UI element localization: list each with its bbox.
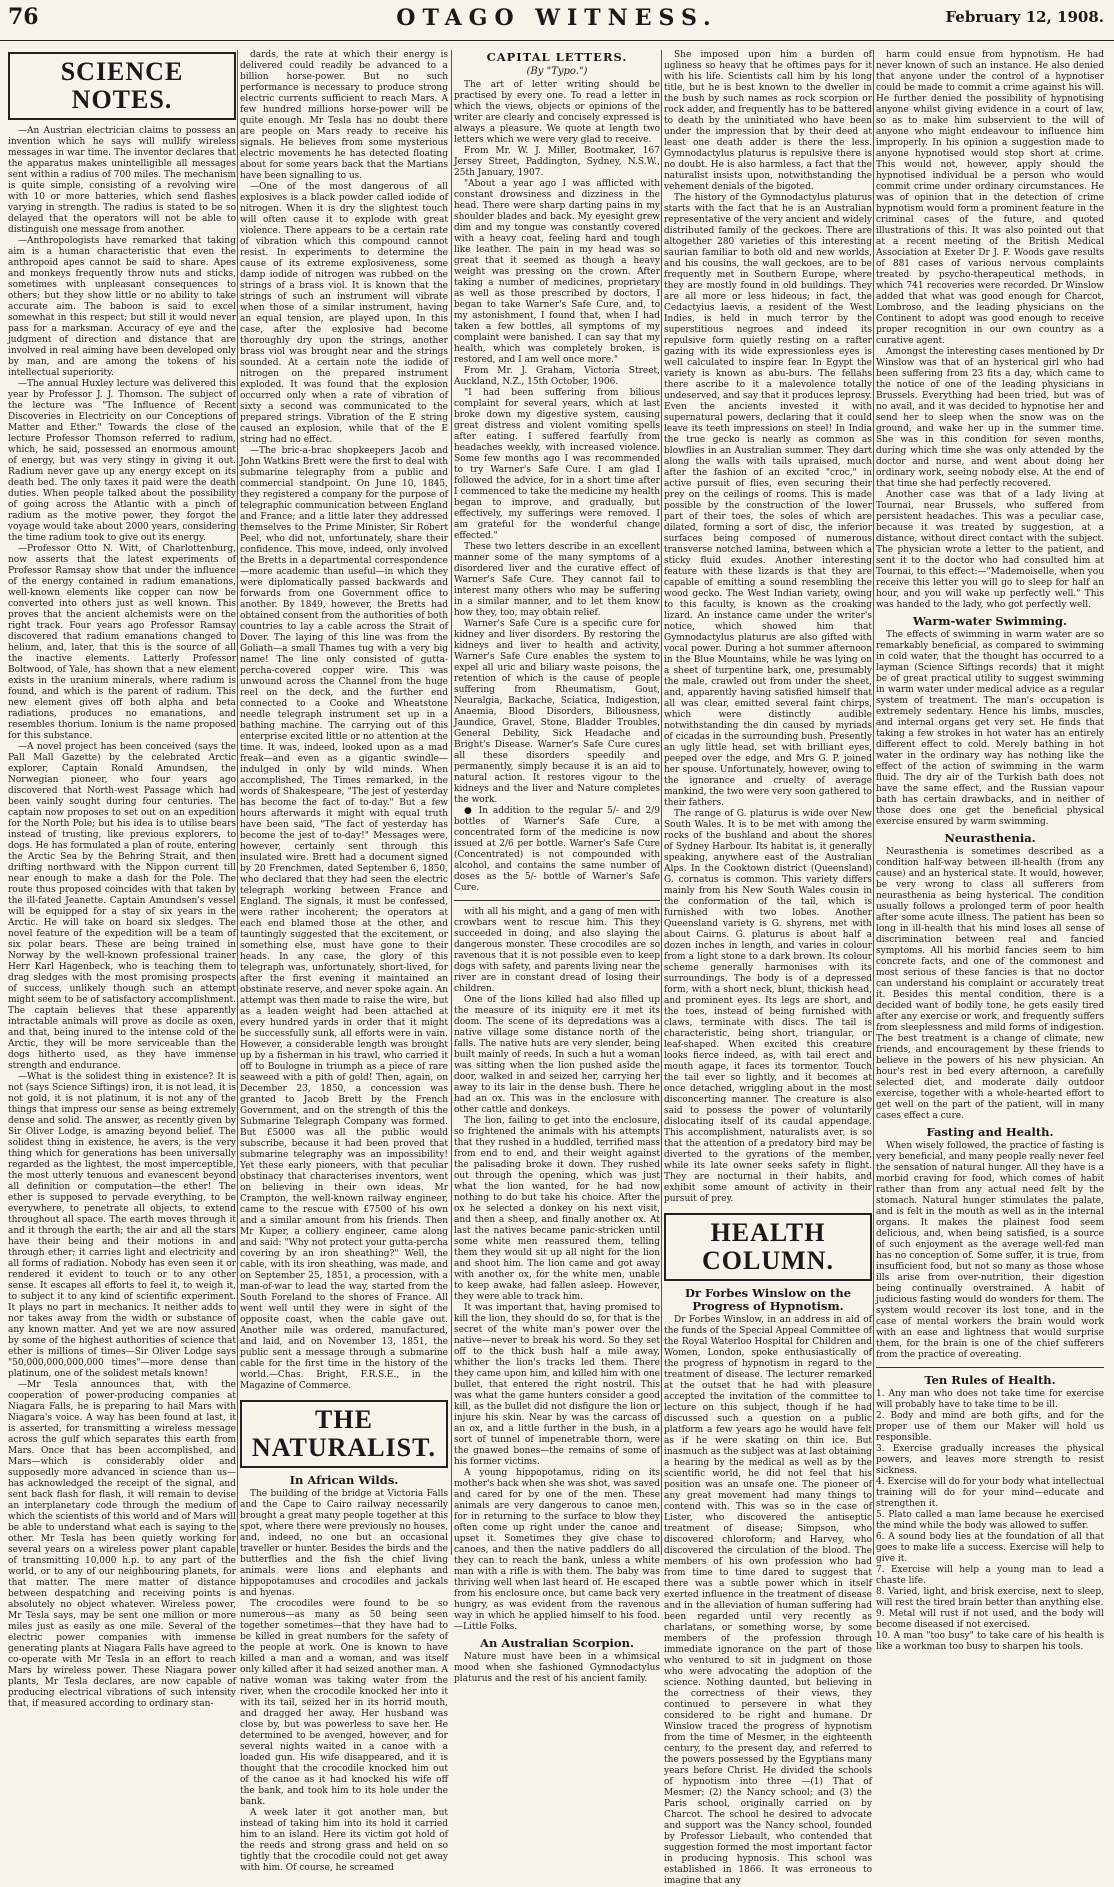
article-heading: Neurasthenia.	[944, 831, 1036, 845]
column-1	[8, 50, 236, 1709]
article-paragraph: —The annual Huxley lecture was delivered this year by Professor J. J. Thomson. The subject of the lecture was "The Influence of Recent Discoveries in Electricity on our Conceptions of Matter and Ether." Towards the close of the lecture Professor Thomson referred to radium, which, he said, possessed an enormous amount of energy, but was very stingy in giving it out. Radium never gave up any energy except on its death bed. The only taxes it paid were the death duties. When people talked about the possibility of going across the Atlantic with a pinch of radium as the motive power, they forgot the voyage would take about 2000 years, considering the time radium took to give out its energy.	[8, 379, 236, 543]
article-paragraph: From Mr. W. J. Miller, Bootmaker, 167 Jersey Street, Paddington, Sydney, N.S.W., 25th January, 1907.	[454, 146, 660, 179]
article-paragraph: —One of the most dangerous of all explosives is a black powder called iodide of nitrogen. When it is dry the slightest touch will often cause it to explode with great violence. There appears to be a certain rate of vibration which this compound cannot resist. In experiments to determine the cause of its extreme explosiveness, some damp iodide of nitrogen was rubbed on the strings of a brass viol. It is known that the strings of such an instrument will vibrate when those of a similar instrument, having an equal tension, are played upon. In this case, after the explosive had become thoroughly dry upon the strings, another brass viol was brought near and the strings sounded. At a certain note the iodide of nitrogen on the prepared instrument exploded. It was found that the explosion occurred only when a rate of vibration of sixty a second was communicated to the prepared strings. Vibration of the E string caused an explosion, while that of the E string had no effect.	[240, 182, 448, 445]
article-paragraph: —What is the solidest thing in existence? It is not (says Science Siftings) iron, it is not lead, it is not gold, it is not platinum, it is not any of the things that impress our sense as being extremely dense and solid. The answer, as recently given by Sir Oliver Lodge, is amazing beyond belief. The solidest thing in existence, he avers, is the very thing which for generations has been universally regarded as the lightest, the most imperceptible, the most utterly tenuous and evanescent beyond all definition or computation—the ether! The ether is supposed to pervade everything, to be everywhere, to penetrate all objects, to extend throughout all space. The earth moves through it and it through the earth; the air and all the stars have their being and their motions in and through ether; it carries light and electricity and all forms of radiation. Nobody has even seen it or rendered it evident to touch or to any other sense. It escapes all efforts to feel it, to weigh it, to subject it to any kind of scientific experiment. It plays no part in mechanics. It neither adds to nor takes away from the width or substance of any known matter. And yet we are now assured by some of the highest authorities of science that ether is millions of times—Sir Oliver Lodge says "50,000,000,000,000 times"—more dense than platinum, one of the solidest metals known!	[8, 1072, 236, 1379]
page-number: 76	[8, 4, 39, 30]
article-heading: An Australian Scorpion.	[480, 1636, 634, 1651]
article-paragraph: Amongst the interesting cases mentioned by Dr Winslow was that of an hysterical girl who had been suffering from 23 fits a day, which came to the notice of one of the leading physicians in Brussels. Everything had been tried, but was of no avail, and it was decided to hypnotise her and send her to sleep when the snow was on the ground, and wake her up in the summer time. She was in this condition for seven months, during which time she was only attended by the doctor and nurse, and went about doing her ordinary work, seeing nobody else. At the end of that time she had perfectly recovered.	[876, 347, 1104, 489]
article-paragraph: Warner's Safe Cure is a specific cure for kidney and liver disorders. By restoring the kidneys and liver to health and activity, Warner's Safe Cure enables the system to expel all uric and biliary waste poisons, the retention of which is the cause of people suffering from Rheumatism, Gout, Neuralgia, Backache, Sciatica, Indigestion, Anaemia, Blood Disorders, Biliousness, Jaundice, Gravel, Stone, Bladder Troubles, General Debility, Sick Headache and Bright's Disease. Warner's Safe Cure cures all these disorders speedily and permanently, simply because it is an aid to natural action. It restores vigour to the kidneys and the liver and Nature completes the work.	[454, 619, 660, 806]
article-paragraph: The crocodiles were found to be so numerous—as many as 50 being seen together sometimes—that they have had to be killed in great numbers for the safety of the people at work. One is known to have killed a man and a woman, and was itself only killed after it had seized another man. A native woman was taking water from the river, when the crocodile knocked her into it with its tail, seized her in its horrid mouth, and dragged her away. Her husband was close by, but was powerless to save her. He determined to be avenged, however, and for several nights waited in a canoe with a loaded gun. His wife disappeared, and it is thought that the crocodile knocked him out of the canoe as it had knocked his wife off the bank, and took him to its hole under the bank.	[240, 1599, 448, 1807]
article-heading: CAPITAL LETTERS.	[486, 50, 628, 64]
article-paragraph: The lion, failing to get into the enclosure, so frightened the animals with his attempts that they rushed in a huddled, terrified mass from end to end, and their weight against the palisading broke it down. They rushed out through the opening, which was just what the lion wanted, for he had now nothing to do but take his choice. After the ox he selected a donkey on his next visit, and then a sheep, and finally another ox. At last the natives became panic-stricken until some white men reassured them, telling them they would sit up all night for the lion and shoot him. The lion came and got away with another ox, for the white men, unable to keep awake, had fallen asleep. However, they were able to track him.	[454, 1116, 660, 1303]
article-paragraph: dards, the rate at which their energy is delivered could readily be advanced to a billion horse-power. But no such performance is necessary to produce strong electric currents sufficient to reach Mars. A few hundred millions horse-power will be quite enough. Mr Tesla has no doubt there are people on Mars ready to receive his signals. He believes from some mysterious electric movements he has detected floating about for some years back that the Martians have been signalling to us.	[240, 50, 448, 181]
column-rule	[661, 50, 662, 1555]
column-rule	[237, 50, 238, 1555]
section-heading: HEALTH COLUMN.	[702, 1218, 834, 1275]
rules-list	[876, 1389, 1104, 1653]
article-heading: Dr Forbes Winslow on the Progress of Hypnotism.	[684, 1286, 852, 1313]
article-paragraph: A young hippopotamus, riding on its mother's back when she was shot, was saved and cared for by one of the men. These animals are very dangerous to canoe men, for in returning to the surface to blow they often come up right under the canoe and upset it. Sometimes they give chase to canoes, and then the native paddlers do all they can to reach the bank, unless a white man with a rifle is with them. The baby was thriving well when last heard of. He escaped from his enclosure once, but came back very hungry, as was evident from the ravenous way in which he applied himself to his food.—Little Folks.	[454, 1468, 660, 1633]
list-item: 4. Exercise will do for your body what intellectual training will do for your mind—educate and strengthen it.	[876, 1477, 1104, 1509]
column-3	[454, 50, 660, 1685]
publication-title: OTAGO WITNESS.	[396, 5, 718, 31]
list-item: 5. Plato called a man lame because he exercised the mind while the body was allowed to suffer.	[876, 1510, 1104, 1531]
column-rule	[873, 50, 874, 1555]
article-paragraph: From Mr. J. Graham, Victoria Street, Auckland, N.Z., 15th October, 1906.	[454, 366, 660, 388]
list-item: 8. Varied, light, and brisk exercise, next to sleep, will rest the tired brain better than anything else.	[876, 1587, 1104, 1608]
list-item: 9. Metal will rust if not used, and the body will become diseased if not exercised.	[876, 1609, 1104, 1630]
article-paragraph: —Professor Otto N. Witt, of Charlottenburg, now asserts that the latest experiments of Professor Ramsay show that under the influence of the energy contained in radium emanations, well-known elements like copper can now be converted into others just as well known. This proves that the ancient alchemists were on the right track. Four years ago Professor Ramsay discovered that radium emanations changed to helium, and, later, that this is the source of all the inactive elements. Latterly Professor Boltwood, of Yale, has shown that a new element exists in the uranium minerals, where radium is found, and which is the parent of radium. This new element gives off both alpha and beta radiations, produces no emanations, and resembles thorium. Ionium is the name proposed for this substance.	[8, 544, 236, 741]
article-paragraph: It was important that, having promised to kill the lion, they should do so, for that is the secret of the white man's power over the native—never to break his word. So they set off to the thick bush half a mile away, whither the lion's tracks led them. There they came upon him, and killed him with one bullet, that entered the right nostril. This was what the game hunters consider a good kill, as the bullet did not disfigure the lion or injure his skin. Near by was the carcass of an ox, and a little further in the bush, in a sort of tunnel of impenetrable thorn, were the gnawed bones—the remains of some of his former victims.	[454, 1303, 660, 1468]
section-heading-box	[664, 1213, 872, 1281]
list-item: 3. Exercise gradually increases the physical powers, and leaves more strength to resist sickness.	[876, 1444, 1104, 1476]
article-paragraph: —Mr Tesla announces that, with the cooperation of power-producing companies at Niagara Falls, he is preparing to hail Mars with Niagara's voice. A way has been found at last, it is asserted, for transmitting a wireless message across the gulf which separates this earth from Mars. Once that has been accomplished, and Mars—which is considerably older and supposedly more advanced in science than us—has acknowledged the receipt of the signal, and sent back flash for flash, it will remain to devise an interplanetary code through the medium of which the scientists of this world and of Mars will be able to understand what each is saying to the other. Mr Tesla has been quietly working for several years on a wireless power plant capable of transmitting 10,000 h.p. to any part of the world, or to any of our neighbouring planets, for that matter. The mere matter of distance between despatching and receiving points is absolutely no object whatever. Wireless power, Mr Tesla says, may be sent one million or more miles just as easily as one mile. Several of the electric power companies with immense generating plants at Niagara Falls have agreed to co-operate with Mr Tesla in an effort to reach Mars by wireless power. These Niagara power plants, Mr Tesla declares, are now capable of producing electrical vibrations of such intensity that, if measured according to ordinary stan-	[8, 1380, 236, 1709]
article-paragraph: She imposed upon him a burden of ugliness so heavy that he oftimes pays for it with his life. Scientists call him by his long title, but he is best known to the dweller in the bush by such names as rock scorpion or rock adder, and frequently has to be battered to death by the uninitiated who have been under the impression that by their deed at least one death adder is there the less. Gymnodactylus platurus is repulsive there is no doubt. He is also harmless, a fact that the naturalist insists upon, notwithstanding the vehement denials of the bigoted.	[664, 50, 872, 192]
article-paragraph: —A novel project has been conceived (says the Pall Mall Gazette) by the celebrated Arctic explorer, Captain Ronald Amundsen, the Norwegian pioneer, who four years ago discovered that North-west Passage which had been vainly sought during four centuries. The captain now proposes to set out on an expedition for the North Pole; but his idea is to utilise bears instead of trusting, like previous explorers, to dogs. He has formulated a plan of route, entering the Arctic Sea by the Behring Strait, and then drifting northward with the Nippon current till near enough to make a dash for the Pole. The route thus proposed coincides with that taken by the ill-fated Jeanette. Captain Amundsen's vessel will be equipped for a stay of six years in the Arctic. He will take on board six sledges. The novel feature of the expedition will be a team of six polar bears. These are being trained in Norway by the well-known professional trainer Herr Karl Hagenbeck, who is teaching them to drag sledges with the most promising prospects of success, unlikely though such an attempt might seem to be of satisfactory accomplishment. The captain believes that these apparently intractable animals will prove as docile as oxen, and that, being inured to the intense cold of the Arctic, they will be more serviceable than the dogs hitherto used, as they have immense strength and endurance.	[8, 742, 236, 1071]
article-paragraph: Dr Forbes Winslow, in an address in aid of the funds of the Special Appeal Committee of the Royal Waterloo Hospital for Children and Women, London, spoke enthusiastically of the progress of hypnotism in regard to the treatment of disease. The lecturer remarked at the outset that he had with pleasure accepted the invitation of the committee to lecture on this subject, though if he had discussed such a question on a public platform a few years ago he would have felt as if he were skating on thin ice. But inasmuch as the subject was at last obtaining a hearing by the medical as well as by the scientific world, he did not feel that his position was an unsafe one. The pioneer of any great movement had many things to contend with. This was so in the case of Lister, who discovered the antiseptic treatment of disease; Simpson, who discovered chloroform; and Harvey, who discovered the circulation of the blood. The members of his own profession who had from time to time dared to suggest that there was a subtle power which in itself exerted influence in the treatment of disease and in the alleviation of human suffering had been regarded until very recently as charlatans, or something worse, by some members of the profession through immediate ignorance on the part of those who ventured to sit in judgment on those who were advocating the adoption of the science. Nothing daunted, but believing in the correctness of their views, they continued to persevere in what they considered to be right and humane. Dr Winslow traced the progress of hypnotism from the time of Mesmer, in the eighteenth century, to the present day, and referred to the powers possessed by the Egyptians many years before Christ. He divided the schools of hypnotism into three —(1) That of Mesmer; (2) the Nancy school; and (3) the Paris school, originally carried on by Charcot. The school he desired to advocate and support was the Nancy school, founded by Professor Liebault, who contended that suggestion formed the most important factor in producing hypnosis. This school was established in 1866. It was erroneous to imagine that any	[664, 1315, 872, 1886]
list-item: 10. A man "too busy" to take care of his health is like a workman too busy to sharpen his tools.	[876, 1631, 1104, 1652]
list-item: 1. Any man who does not take time for exercise will probably have to take time to be ill.	[876, 1389, 1104, 1410]
divider	[454, 900, 660, 901]
article-paragraph: The art of letter writing should be practised by every one. To read a letter in which the views, objects or opinions of the writer are clearly and concisely expressed is always a pleasure. We quote at length two letters which we were very glad to receive.	[454, 80, 660, 146]
article-paragraph: with all his might, and a gang of men with crowbars went to rescue him. This they succeeded in doing, and also slaying the dangerous monster. These crocodiles are so ravenous that it is not possible even to keep dogs with safety, and parents living near the river are in constant dread of losing their children.	[454, 907, 660, 995]
article-paragraph: harm could ensue from hypnotism. He had never known of such an instance. He also denied that anyone under the control of a hypnotiser could be made to commit a crime against his will. He further denied the possibility of hypnotising anyone whilst giving evidence in a court of law, so as to make him subservient to the will of anyone who might endeavour to influence him improperly. In his opinion a suggestion made to anyone hypnotised would stop short at crime. This would not, however, apply should the hypnotised individual be a person who would commit crime under ordinary circumstances. He was of opinion that in the detection of crime hypnotism would form a prominent feature in the criminal cases of the future, and quoted illustrations of this. It was also pointed out that at a recent meeting of the British Medical Association at Exeter Dr J. F. Woods gave results of 881 cases of various nervous complaints treated by psycho-therapeutical methods, in which 741 recoveries were recorded. Dr Winslow added that what was good enough for Charcot, Lombroso, and the leading physicians on the Continent to adopt was good enough to receive proper recognition in our own country as a curative agent.	[876, 50, 1104, 346]
column-4	[664, 50, 872, 1886]
column-5	[876, 50, 1104, 1652]
article-paragraph: —An Austrian electrician claims to possess an invention which he says will nullify wireless messages in war time. The inventor declares that the apparatus makes unintelligible all messages sent within a radius of 700 miles. The mechanism is quite simple, consisting of a revolving wire with 10 or more batteries, which send flashes varying in strength. The radius is stated to be so delayed that the operators will not be able to distinguish one message from another.	[8, 126, 236, 235]
article-heading: Ten Rules of Health.	[924, 1373, 1056, 1387]
list-item: 6. A sound body lies at the foundation of all that goes to make life a success. Exercise will help to give it.	[876, 1532, 1104, 1564]
article-paragraph: The building of the bridge at Victoria Falls and the Cape to Cairo railway necessarily brought a great many people together at this spot, where there were previously no houses, and, indeed, no one but an occasional traveller or hunter. Besides the birds and the butterflies and the fish the chief living animals were lions and elephants and hippopotamuses and crocodiles and jackals and hyenas.	[240, 1489, 448, 1598]
issue-date: February 12, 1908.	[945, 8, 1104, 26]
column-rule	[451, 50, 452, 1555]
byline: (By "Typo.")	[526, 65, 588, 77]
article-heading: Warm-water Swimming.	[912, 614, 1068, 628]
column-2	[240, 50, 448, 1873]
article-paragraph: —The bric-a-brac shopkeepers Jacob and John Watkins Brett were the first to deal with submarine telegraphy from a public and commercial standpoint. On June 10, 1845, they registered a company for the purpose of telegraphic communication between England and France; and a little later they addressed themselves to the Prime Minister, Sir Robert Peel, who did not, unfortunately, share their confidence. This move, indeed, only involved the Bretts in a departmental correspondence—more academic than useful—in which they were diplomatically passed backwards and forwards from one Government office to another. By 1849, however, the Bretts had obtained consent from the authorities of both countries to lay a cable across the Strait of Dover. The laying of this line was from the Goliath—a small Thames tug with a very big name! The line only consisted of gutta-percha-covered copper wire. This was unwound across the Channel from the huge reel on the deck, and the further end connected to a Cooke and Wheatstone needle telegraph instrument set up in a bathing machine. The carrying out of this enterprise excited little or no attention at the time. It was, indeed, looked upon as a mad freak—and even as a gigantic swindle—indulged in only by wild minds. When accomplished, The Times remarked, in the words of Shakespeare, "The jest of yesterday has become the fact of to-day." But a few hours afterwards it might with equal truth have been said, "The fact of yesterday has become the jest of to-day!" Messages were, however, certainly sent through this insulated wire. Brett had a document signed by 20 Frenchmen, dated September 6, 1850, who declared that they had seen the electric telegraph working between France and England. The signals, it must be confessed, were rather incoherent; the operators at each end blamed those at the other, and tauntingly suggested that the excitement, or something else, must have gone to their heads. In any case, the glory of this telegraph was, unfortunately, short-lived, for after the first evening it maintained an obstinate reserve, and never spoke again. An attempt was then made to raise the wire, but as a leaden weight had been attached at every hundred yards in order that it might be successfully sunk, all efforts were in vain. However, a considerable length was brought up by a fisherman in his trawl, who carried it off to Boulogne in triumph as a piece of rare seaweed with a pith of gold! Then, again, on December 23, 1850, a concession was granted to Jacob Brett by the French Government, and on the strength of this the Submarine Telegraph Company was formed. But £5000 was all the public would subscribe, because it had been proved that submarine telegraphy was an impossibility! Yet these early pioneers, with that peculiar obstinacy that characterises inventors, went on believing in their own ideas. Mr Crampton, the well-known railway engineer, came to the rescue with £7500 of his own and a similar amount from his friends. Then Mr Kuper, a colliery engineer, came along and said: "Why not protect your gutta-percha covering by an iron sheathing?" Well, the cable, with its iron sheathing, was made, and on September 25, 1851, a procession, with a man-of-war to lead the way, started from the South Foreland to the shores of France. All went well until they were in sight of the opposite coast, when the cable gave out. Another mile was ordered, manufactured, and laid, and on November 13, 1851, the public sent a message through a submarine cable for the first time in the history of the world.—Chas. Bright, F.R.S.E., in the Magazine of Commerce.	[240, 446, 448, 1391]
article-paragraph: Neurasthenia is sometimes described as a condition half-way between ill-health (from any cause) and an hysterical state. It would, however, be very wrong to class all sufferers from neurasthenia as being hysterical. The condition usually follows a prolonged term of poor health after some acute illness. The patient has been so long in ill-health that his mind loses all sense of discrimination between real and fancied symptoms. All his morbid fancies seem to him concrete facts, and one of the commonest and most serious of these fancies is that no doctor can understand his complaint or accurately treat it. Besides this mental condition, there is a decided want of bodily tone, he gets easily tired after any exercise or work, and frequently suffers from sleeplessness and mild forms of indigestion. The best treatment is a change of climate, new friends, and encouragement by these friends to believe in the powers of his new physician. An hour's rest in bed every afternoon, a carefully selected diet, and moderate daily outdoor exercise, together with a whole-hearted effort to get well on the part of the patient, will in many cases effect a cure.	[876, 847, 1104, 1121]
section-heading: THE NATURALIST.	[251, 1405, 437, 1462]
article-heading: Fasting and Health.	[926, 1125, 1054, 1139]
article-paragraph: When wisely followed, the practice of fasting is very beneficial, and many people really never feel the sensation of natural hunger. All they have is a morbid craving for food, which comes of habit rather than from any actual need felt by the stomach. Natural hunger stimulates the palate, and is felt in the mouth as well as in the internal organs. It makes the plainest food seem delicious, and, when being satisfied, is a source of such enjoyment as the average well-fed man has no conception of. Some suffer, it is true, from insufficient food, but not so many as those whose ills arise from over-nutrition, their digestion being continually overstrained. A habit of judicious fasting would do wonders for them. The system would recover its lost tone, and in the case of mental workers the brain would work with an ease and lightness that would surprise them, for the brain is one of the chief sufferers from the practice of overeating.	[876, 1141, 1104, 1360]
article-paragraph: The history of the Gymnodactylus platurus starts with the fact that he is an Australian representative of the very ancient and widely distributed family of the geckoes. There are altogether 280 varieties of this interesting saurian familiar to both old and new worlds, and his cousins, the wall geckoes, are to be frequently met in Southern Europe, where they are mostly found in old buildings. They are all more or less hideous; in fact, the Cedactyius laevis, a resident of the West Indies, is held in much terror by the superstitious negroes and indeed its repulsive form quietly resting on a rafter gazing with its wide expressionless eyes is well calculated to inspire fear. In Egypt the variety is known as abu-burs. The fellahs there ascribe to it a malevolence totally undeserved, and say that it produces leprosy. Even the ancients invested it with supernatural powers, declaring that it could leave its teeth impressions on steel! In India the true gecko is nearly as common as blowflies in an Australian summer. They dart along the walls with tails upraised, much after the fashion of an excited "croc," in active pursuit of flies, even securing their prey on the ceilings of rooms. This is made possible by the construction of the lower part of their toes, the soles of which are dilated, forming a sort of disc, the inferior surfaces being composed of numerous transverse notched lamina, between which a sticky fluid exudes. Another interesting feature with these lizards is that they are capable of emitting a sound resembling the wood gecko. The West Indian variety, owing to this faculty, is known as the croaking lizard. An instance came under the writer's notice, which showed him that Gymnodactylus platurus are also gifted with vocal power. During a hot summer afternoon in the Blue Mountains, while he was lying on a sheet of turpentine bark, one, presumably the male, crawled out from under the sheet, and, apparently having satisfied himself that all was clear, emitted several faint chirps, which were distinctly audible notwithstanding the din caused by myriads of cicadas in the surrounding bush. Presently an ugly little head, set with brilliant eyes, peeped over the edge, and Mrs G. P. joined her spouse. Unfortunately, however, owing to the ignorance and cruelty of average mankind, the two were very soon gathered to their fathers.	[664, 193, 872, 808]
divider	[876, 1367, 1104, 1368]
article-paragraph: "I had been suffering from bilious complaint for several years, which at last broke down my digestive system, causing great distress and violent vomiting spells after eating. I suffered fearfully from headaches weekly, with increased violence. Some few months ago I was recommended to try Warner's Safe Cure. I am glad I followed the advice, for in a short time after I commenced to take the medicine my health began to improve, and gradually, but effectively, my sufferings were removed. I am grateful for the wonderful change effected."	[454, 388, 660, 542]
article-paragraph: —Anthropologists have remarked that taking aim is a human characteristic that even the anthropoid apes cannot be said to share. Apes and monkeys frequently throw nuts and sticks, sometimes with unpleasant consequences to others; but they show little or no ability to take accurate aim. The baboon is said to excel somewhat in this respect; but still it would never pass for a marksman. Accuracy of eye and the judgment of direction and distance that are involved in real aiming have been developed only by man, and are among the tokens of his intellectual superiority.	[8, 236, 236, 378]
article-paragraph: These two letters describe in an excellent manner some of the many symptoms of a disordered liver and the curative effect of Warner's Safe Cure. They cannot fail to interest many others who may be suffering in a similar manner, and to let them know how they, too, may obtain relief.	[454, 542, 660, 619]
article-paragraph: ● In addition to the regular 5/- and 2/9 bottles of Warner's Safe Cure, a concentrated form of the medicine is now issued at 2/6 per bottle. Warner's Safe Cure (Concentrated) is not compounded with alcohol, and contains the same number of doses as the 5/- bottle of Warner's Safe Cure.	[454, 806, 660, 894]
article-paragraph: A week later it got another man, but instead of taking him into its hold it carried him to an island. Here its victim got hold of the reeds and strong grass and held on so tightly that the crocodile could not get away with him. Of course, he screamed	[240, 1808, 448, 1873]
section-heading-box	[8, 52, 236, 120]
article-paragraph: The effects of swimming in warm water are so remarkably beneficial, as compared to swimming in cold water, that the thought has occurred to a layman (Science Siftings records) that it might be of great practical utility to suggest swimming in warm water under medical advice as a regular system of treatment. The man's occupation is extremely sedentary. Hence his limbs, muscles, and internal organs get very set. He finds that taking a few strokes in hot water has an entirely different effect to cold. Merely bathing in hot water in the ordinary way has nothing like the effect of the action of swimming in the warm fluid. The dry air of the Turkish bath does not have the same effect, and the Russian vapour bath has certain drawbacks, and in neither of those does one get the beneficial physical exercise ensured by warm swimming.	[876, 630, 1104, 827]
article-paragraph: The range of G. platurus is wide over New South Wales. It is to be met with among the rocks of the bushland and about the shores of Sydney Harbour. Its habitat is, it generally speaking, anywhere east of the Australian Alps. In the Cooktown district (Queensland) G. cornatus is common. This variety differs mainly from his New South Wales cousin in the conformation of the tail, which is furnished with two lobes. Another Queensland variety is G. shyrens, met with about Cairns. G. platurus is about half a dozen inches in length, and varies in colour from a light stone to a dark brown. Its colour scheme generally harmonises with its surroundings. The body is of a depressed form, with a short neck, blunt, thickish head, and prominent eyes. Its legs are short, and the toes, instead of being furnished with claws, terminate with discs. The tail is characteristic, being short, triangular, or leaf-shaped. When excited this creature looks fierce indeed, as, with tail erect and mouth agape, it faces its tormentor. Touch the tail ever so lightly, and it becomes at once detached, wriggling about in the most disconcerting manner. The creature is also said to possess the power of voluntarily dislocating itself of its caudal appendage. This accomplishment, naturalists aver, is so that the attention of a predatory bird may be diverted to the gyrations of the member, while its late owner seeks safety in flight. They are nocturnal in their habits, and exhibit some amount of activity in their pursuit of prey.	[664, 809, 872, 1204]
article-paragraph: "About a year ago I was afflicted with constant drowsiness and dizziness in the head. There were sharp darting pains in my shoulder blades and back. My eyesight grew dim and my tongue was constantly covered with a heavy coat, feeling hard and tough like leather. The pain in my head was so great that it seemed as though a heavy weight was pressing on the crown. After taking a number of medicines, proprietary as well as those prescribed by doctors, I began to take Warner's Safe Cure, and, to my astonishment, I found that, when I had taken a few bottles, all symptoms of my complaint were banished. I can say that my health, which was completely broken, is restored, and I am well once more."	[454, 179, 660, 366]
article-paragraph: Nature must have been in a whimsical mood when she fashioned Gymnodactylus platurus and the rest of his ancient family.	[454, 1652, 660, 1685]
article-paragraph: One of the lions killed had also filled up the measure of its iniquity ere it met its doom. The scene of its depredations was a native village some distance north of the falls. The native huts are very slender, being built mainly of reeds. In such a hut a woman was sitting when the lion pushed aside the door, walked in and seized her, carrying her away to its lair in the dense bush. There he had an ox. This was in the enclosure with other cattle and donkeys.	[454, 995, 660, 1116]
section-heading: SCIENCE NOTES.	[60, 57, 184, 114]
list-item: 7. Exercise will help a young man to lead a chaste life.	[876, 1565, 1104, 1586]
list-item: 2. Body and mind are both gifts, and for the proper use of them our Maker will hold us responsible.	[876, 1411, 1104, 1443]
section-heading-box	[240, 1400, 448, 1468]
article-heading: In African Wilds.	[289, 1473, 399, 1487]
article-paragraph: Another case was that of a lady living at Tournai, near Brussels, who suffered from persistent headaches. This was a peculiar case, because it was treated by suggestion, at a distance, without direct contact with the subject. The physician wrote a letter to the patient, and sent it to the doctor who had consulted him at Tournai, to this effect:—"Mademoiselle, when you receive this letter you will go to sleep for half an hour, and you will wake up perfectly well." This was handed to the lady, who got perfectly well.	[876, 490, 1104, 610]
masthead	[0, 0, 1114, 41]
